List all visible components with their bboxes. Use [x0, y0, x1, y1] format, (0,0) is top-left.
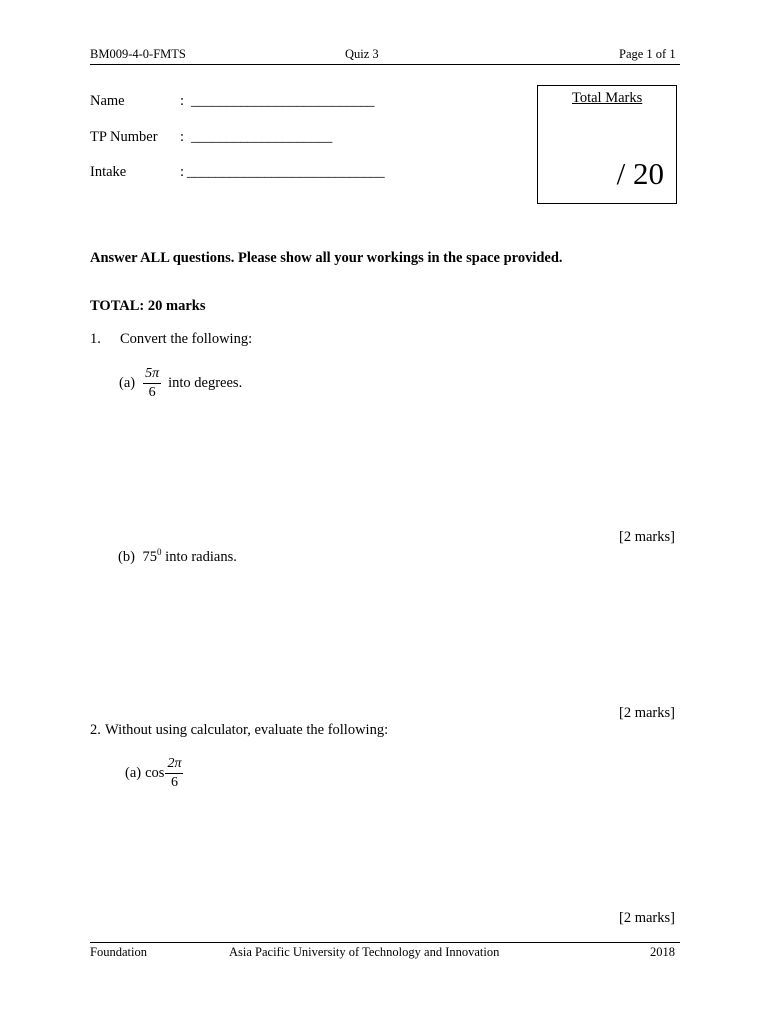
- question-number: 1.: [90, 331, 101, 347]
- page-number: Page 1 of 1: [619, 47, 676, 61]
- fraction: [165, 756, 183, 791]
- question-text: Without using calculator, evaluate the following:: [105, 722, 389, 738]
- angle-value: 75: [142, 549, 158, 565]
- part-label: (b): [118, 549, 135, 565]
- tp-number-label: TP Number: [90, 129, 158, 145]
- degree-superscript: 0: [157, 547, 162, 557]
- question-1a: [119, 366, 242, 401]
- footer-left: Foundation: [90, 945, 147, 959]
- footer-rule: [90, 942, 680, 943]
- quiz-title: Quiz 3: [345, 47, 379, 61]
- fraction: [143, 366, 161, 401]
- part-text: into degrees.: [168, 375, 243, 392]
- question-text: Convert the following:: [120, 331, 253, 347]
- marks-1b: [2 marks]: [619, 705, 675, 721]
- name-colon: :: [180, 93, 185, 109]
- course-code: BM009-4-0-FMTS: [90, 47, 186, 61]
- fraction-denominator: 6: [148, 385, 156, 401]
- name-field[interactable]: __________________________: [191, 93, 375, 109]
- question-2a: [125, 756, 186, 791]
- intake-field[interactable]: ____________________________: [187, 164, 385, 180]
- part-label: (a): [119, 375, 136, 392]
- total-marks-box: [537, 85, 677, 204]
- fraction-numerator: 2π: [167, 756, 182, 771]
- total-marks-score: / 20: [616, 156, 664, 191]
- intake-colon: :: [180, 164, 185, 180]
- total-heading: TOTAL: 20 marks: [90, 298, 206, 314]
- total-marks-label: Total Marks: [572, 90, 643, 106]
- marks-2a: [2 marks]: [619, 910, 675, 926]
- intake-label: Intake: [90, 164, 127, 180]
- footer-year: 2018: [650, 945, 675, 959]
- tp-number-field[interactable]: ____________________: [191, 129, 333, 145]
- instructions: Answer ALL questions. Please show all your workings in the space provided.: [90, 250, 563, 266]
- fraction-numerator: 5π: [145, 366, 160, 381]
- question-number: 2.: [90, 722, 101, 738]
- marks-1a: [2 marks]: [619, 529, 675, 545]
- tp-number-colon: :: [180, 129, 185, 145]
- name-label: Name: [90, 93, 125, 109]
- question-1b: [118, 549, 237, 566]
- part-label: (a): [125, 765, 142, 782]
- header-rule: [90, 64, 680, 65]
- cos-function: cos: [145, 765, 165, 782]
- part-text: into radians.: [165, 549, 237, 565]
- fraction-denominator: 6: [170, 775, 178, 791]
- footer-university: Asia Pacific University of Technology and Innovation: [229, 945, 500, 959]
